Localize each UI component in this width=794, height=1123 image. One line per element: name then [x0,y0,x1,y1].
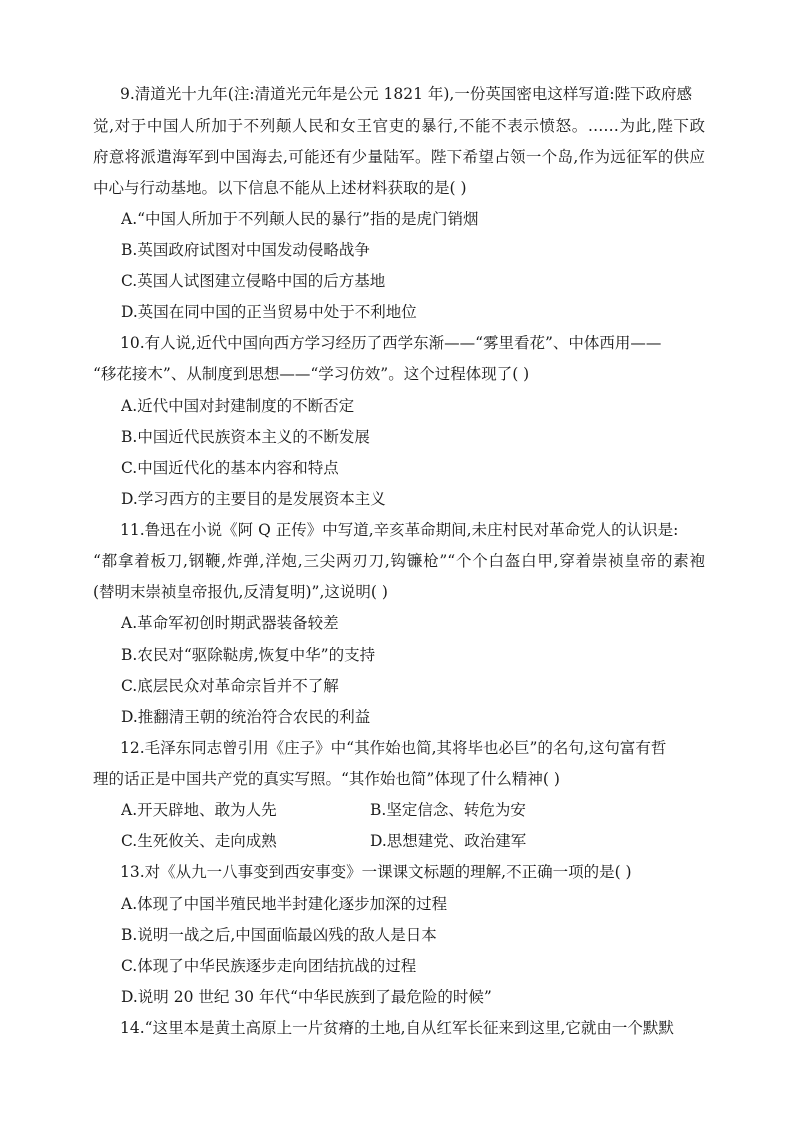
question-12-option-a: A.开天辟地、敢为人先 [121,801,277,819]
question-9-line-1: 9.清道光十九年(注:清道光元年是公元 1821 年),一份英国密电这样写道:陛下政府感 [120,85,693,103]
question-11-line-3: (替明末崇祯皇帝报仇,反清复明)”,这说明( ) [93,583,388,601]
question-11-line-1: 11.鲁迅在小说《阿 Q 正传》中写道,辛亥革命期间,未庄村民对革命党人的认识是: [120,521,679,539]
question-9-line-2: 觉,对于中国人所加于不列颠人民和女王官吏的暴行,不能不表示愤怒。……为此,陛下政 [93,117,705,135]
question-9-option-c: C.英国人试图建立侵略中国的后方基地 [121,272,386,290]
question-11-option-a: A.革命军初创时期武器装备较差 [121,614,339,632]
question-12-option-b: B.坚定信念、转危为安 [370,801,526,819]
question-9-line-4: 中心与行动基地。以下信息不能从上述材料获取的是( ) [93,179,467,197]
question-12-option-c: C.生死攸关、走向成熟 [121,832,277,850]
question-9-option-b: B.英国政府试图对中国发动侵略战争 [121,241,370,259]
question-13-option-a: A.体现了中国半殖民地半封建化逐步加深的过程 [121,895,448,913]
question-9-option-a: A.“中国人所加于不列颠人民的暴行”指的是虎门销烟 [121,210,479,228]
question-11-option-c: C.底层民众对革命宗旨并不了解 [121,677,339,695]
question-13-option-d: D.说明 20 世纪 30 年代“中华民族到了最危险的时候” [121,988,492,1006]
question-13-line-1: 13.对《从九一八事变到西安事变》一课课文标题的理解,不正确一项的是( ) [120,863,632,881]
question-12-option-d: D.思想建党、政治建军 [370,832,527,850]
question-10-line-1: 10.有人说,近代中国向西方学习经历了西学东渐——“雾里看花”、中体西用—— [120,334,662,352]
question-13-option-c: C.体现了中华民族逐步走向团结抗战的过程 [121,957,417,975]
question-12-line-1: 12.毛泽东同志曾引用《庄子》中“其作始也简,其将毕也必巨”的名句,这句富有哲 [120,739,667,757]
question-10-line-2: “移花接木”、从制度到思想——“学习仿效”。这个过程体现了( ) [93,365,530,383]
question-10-option-d: D.学习西方的主要目的是发展资本主义 [121,490,386,508]
question-10-option-a: A.近代中国对封建制度的不断否定 [121,397,355,415]
question-11-option-d: D.推翻清王朝的统治符合农民的利益 [121,708,371,726]
question-9-line-3: 府意将派遣海军到中国海去,可能还有少量陆军。陛下希望占领一个岛,作为远征军的供应 [93,148,705,166]
question-11-option-b: B.农民对“驱除鞑虏,恢复中华”的支持 [121,646,376,664]
question-13-option-b: B.说明一战之后,中国面临最凶残的敌人是日本 [121,926,437,944]
question-14-line-1: 14.“这里本是黄土高原上一片贫瘠的土地,自从红军长征来到这里,它就由一个默默 [120,1019,674,1037]
question-12-line-2: 理的话正是中国共产党的真实写照。“其作始也简”体现了什么精神( ) [93,770,560,788]
question-11-line-2: “都拿着板刀,钢鞭,炸弹,洋炮,三尖两刃刀,钩镰枪”“个个白盔白甲,穿着崇祯皇帝的素袍 [93,552,705,570]
question-9-option-d: D.英国在同中国的正当贸易中处于不利地位 [121,303,417,321]
question-10-option-c: C.中国近代化的基本内容和特点 [121,459,339,477]
question-10-option-b: B.中国近代民族资本主义的不断发展 [121,428,370,446]
